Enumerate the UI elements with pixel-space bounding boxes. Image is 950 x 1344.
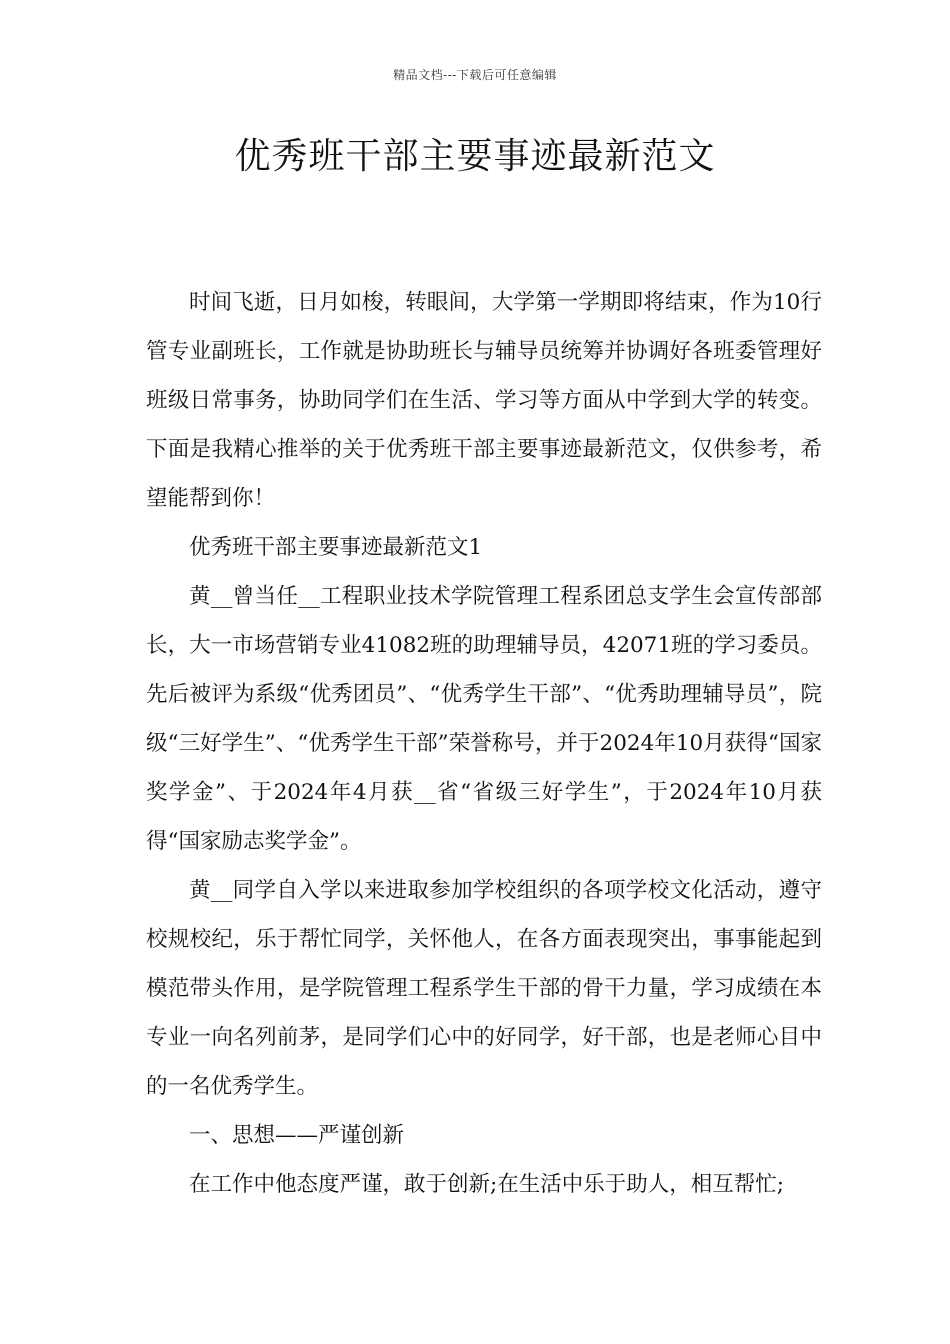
profile-paragraph: 黄__曾当任__工程职业技术学院管理工程系团总支学生会宣传部部长，大一市场营销专业41082班的助理辅导员，42071班的学习委员。先后被评为系级“优秀团员”、“优秀学生干部”、“优秀助理辅导员”，院级“三好学生”、“优秀学生干部”荣誉称号，并于2024年10月获得“国家奖学金”、于2024年4月获__省“省级三好学生”，于2024年10月获得“国家励志奖学金”。: [146, 584, 822, 854]
section-heading-thought: 一、思想——严谨创新: [189, 1123, 405, 1148]
section-heading-sample-1: 优秀班干部主要事迹最新范文1: [189, 535, 483, 560]
header-note: 精品文档---下载后可任意编辑: [393, 68, 557, 82]
thought-paragraph: 在工作中他态度严谨，敢于创新;在生活中乐于助人，相互帮忙;: [189, 1172, 784, 1197]
intro-paragraph: 时间飞逝，日月如梭，转眼间，大学第一学期即将结束，作为10行管专业副班长，工作就是协助班长与辅导员统筹并协调好各班委管理好班级日常事务，协助同学们在生活、学习等方面从中学到大学的转变。下面是我精心推举的关于优秀班干部主要事迹最新范文，仅供参考，希望能帮到你！: [146, 290, 822, 511]
document-title: 优秀班干部主要事迹最新范文: [234, 136, 716, 177]
document-body: [146, 278, 822, 1209]
summary-paragraph: 黄__同学自入学以来进取参加学校组织的各项学校文化活动，遵守校规校纪，乐于帮忙同学，关怀他人，在各方面表现突出，事事能起到模范带头作用，是学院管理工程系学生干部的骨干力量，学习成绩在本专业一向名列前茅，是同学们心中的好同学，好干部，也是老师心目中的一名优秀学生。: [146, 878, 822, 1099]
